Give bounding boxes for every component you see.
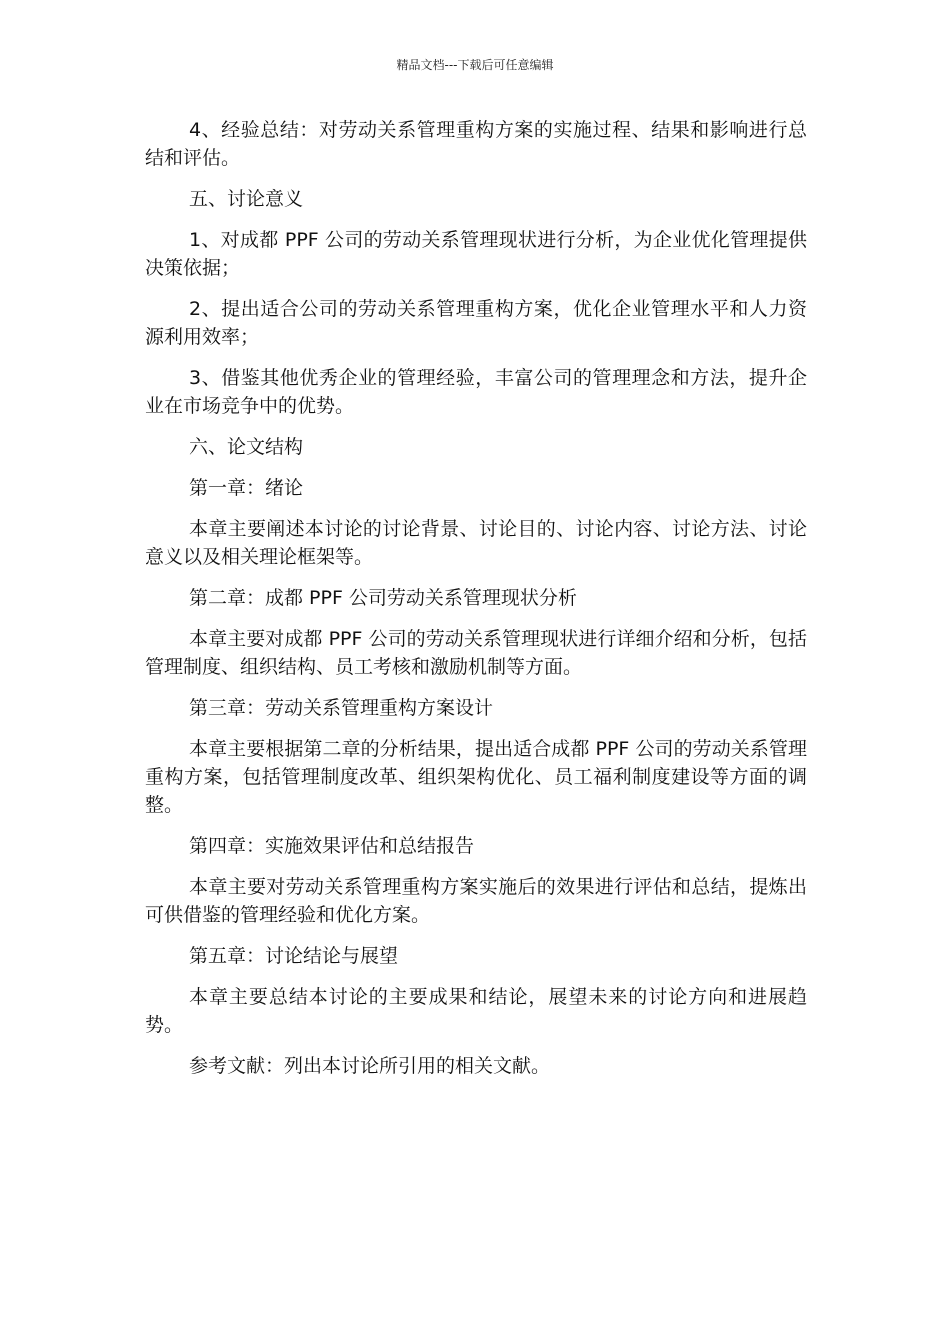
paragraph-significance-1: 1、对成都 PPF 公司的劳动关系管理现状进行分析，为企业优化管理提供决策依据； xyxy=(145,229,807,279)
document-body xyxy=(145,116,807,1093)
chapter-3-description: 本章主要根据第二章的分析结果，提出适合成都 PPF 公司的劳动关系管理重构方案，包括管理制度改革、组织架构优化、员工福利制度建设等方面的调整。 xyxy=(145,738,807,816)
chapter-1-heading: 第一章：绪论 xyxy=(189,477,304,499)
chapter-2-description: 本章主要对成都 PPF 公司的劳动关系管理现状进行详细介绍和分析，包括管理制度、组织结构、员工考核和激励机制等方面。 xyxy=(145,628,807,678)
paragraph-significance-2: 2、提出适合公司的劳动关系管理重构方案，优化企业管理水平和人力资源利用效率； xyxy=(145,298,807,348)
chapter-1-description: 本章主要阐述本讨论的讨论背景、讨论目的、讨论内容、讨论方法、讨论意义以及相关理论框架等。 xyxy=(145,518,807,568)
chapter-2-heading: 第二章：成都 PPF 公司劳动关系管理现状分析 xyxy=(189,587,577,609)
chapter-5-description: 本章主要总结本讨论的主要成果和结论，展望未来的讨论方向和进展趋势。 xyxy=(145,986,807,1036)
paragraph-summary-item-4: 4、经验总结：对劳动关系管理重构方案的实施过程、结果和影响进行总结和评估。 xyxy=(145,119,807,169)
chapter-4-description: 本章主要对劳动关系管理重构方案实施后的效果进行评估和总结，提炼出可供借鉴的管理经验和优化方案。 xyxy=(145,876,807,926)
section-heading-structure: 六、论文结构 xyxy=(189,436,304,458)
page-header-watermark: 精品文档---下载后可任意编辑 xyxy=(396,58,554,72)
section-heading-significance: 五、讨论意义 xyxy=(189,188,304,210)
references-line: 参考文献：列出本讨论所引用的相关文献。 xyxy=(189,1055,551,1077)
chapter-4-heading: 第四章：实施效果评估和总结报告 xyxy=(189,835,475,857)
chapter-5-heading: 第五章：讨论结论与展望 xyxy=(189,945,399,967)
paragraph-significance-3: 3、借鉴其他优秀企业的管理经验，丰富公司的管理理念和方法，提升企业在市场竞争中的优势。 xyxy=(145,367,807,417)
chapter-3-heading: 第三章：劳动关系管理重构方案设计 xyxy=(189,697,494,719)
